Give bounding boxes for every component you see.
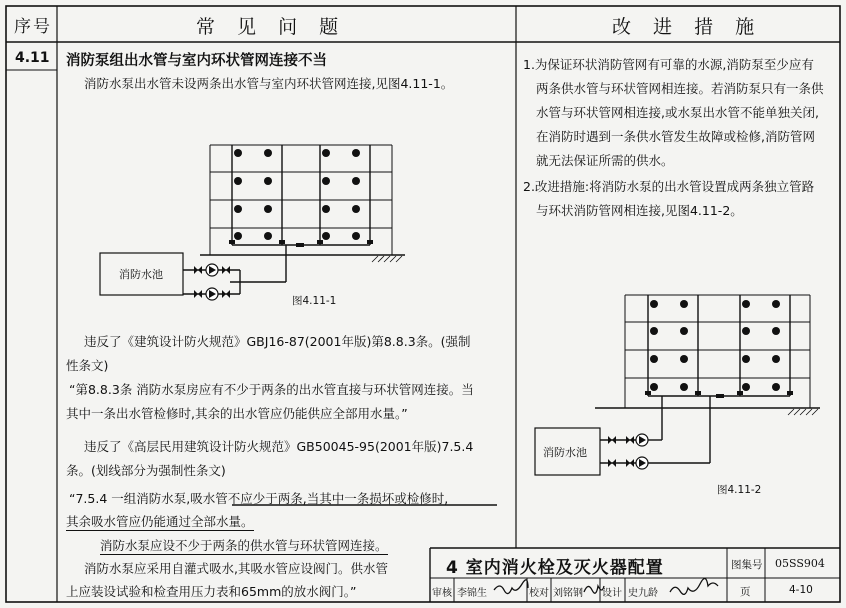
item-description: 消防水泵出水管未设两条出水管与室内环状管网连接,见图4.11-1。 xyxy=(84,76,454,91)
fix-line-6: 2.改进措施:将消防水泵的出水管设置成两条独立管路 xyxy=(523,179,815,194)
quote2-cont-line3: 上应装设试验和检查用压力表和65mm的放水阀门。” xyxy=(66,584,357,599)
header-no: 序号 xyxy=(14,17,52,37)
atlas-number: 05SS904 xyxy=(775,557,825,570)
pool-label-2: 消防水池 xyxy=(543,446,587,459)
atlas-label: 图集号 xyxy=(731,559,763,571)
pool-label-1: 消防水池 xyxy=(119,268,163,281)
violation2-line1: 违反了《高层民用建筑设计防火规范》GB50045-95(2001年版)7.5.4 xyxy=(84,439,474,454)
chapter-title: 4 室内消火栓及灭火器配置 xyxy=(446,558,664,578)
figure1-label: 图4.11-1 xyxy=(292,295,337,307)
item-number: 4.11 xyxy=(15,50,50,66)
violation2-line2: 条。(划线部分为强制性条文) xyxy=(66,463,226,478)
fix-line-4: 在消防时遇到一条供水管发生故障或检修,消防管网 xyxy=(536,129,815,144)
reviewer-signature xyxy=(494,580,528,594)
quote2-cont-line1: 消防水泵应设不少于两条的供水管与环状管网连接。 xyxy=(100,538,388,553)
designer-name: 史九龄 xyxy=(628,588,658,599)
violation1-line1: 违反了《建筑设计防火规范》GBJ16-87(2001年版)第8.8.3条。(强制 xyxy=(84,334,471,349)
design-label: 设计 xyxy=(602,588,622,599)
header-issue: 常 见 问 题 xyxy=(196,16,347,38)
quote2-cont-line2: 消防水泵应采用自灌式吸水,其吸水管应设阀门。供水管 xyxy=(84,561,388,576)
reviewer-name: 李锦生 xyxy=(457,588,487,599)
page-label: 页 xyxy=(740,586,751,598)
fix-line-1: 1.为保证环状消防管网有可靠的水源,消防泵至少应有 xyxy=(523,57,814,72)
check-label: 校对 xyxy=(529,588,549,599)
quote2-line2: 其余吸水管应仍能通过全部水量。 xyxy=(66,514,254,529)
fix-line-3: 水管与环状管网相连接,或水泵出水管不能单独关闭, xyxy=(536,105,819,120)
figure2-label: 图4.11-2 xyxy=(717,484,762,496)
review-label: 审核 xyxy=(432,588,452,599)
checker-signature xyxy=(584,586,604,593)
designer-signature xyxy=(670,578,718,594)
page-number: 4-10 xyxy=(789,584,813,596)
quote2-line1-text: “7.5.4 一组消防水泵,吸水管不应少于两条,当其中一条损坏或检修时, xyxy=(69,491,449,506)
fix-line-7: 与环状消防管网相连接,见图4.11-2。 xyxy=(536,203,743,218)
fix-line-5: 就无法保证所需的供水。 xyxy=(536,153,674,168)
header-fix: 改 进 措 施 xyxy=(612,16,763,38)
item-title: 消防泵组出水管与室内环状管网连接不当 xyxy=(66,53,327,69)
quote1-line2: 其中一条出水管检修时,其余的出水管应仍能供应全部用水量。” xyxy=(66,406,408,421)
quote1-line1: “第8.8.3条 消防水泵房应有不少于两条的出水管直接与环状管网连接。当 xyxy=(69,382,474,397)
violation1-line2: 性条文) xyxy=(66,358,109,373)
checker-name: 刘铭钢 xyxy=(553,588,583,599)
fix-line-2: 两条供水管与环状管网相连接。若消防泵只有一条供 xyxy=(536,81,824,96)
